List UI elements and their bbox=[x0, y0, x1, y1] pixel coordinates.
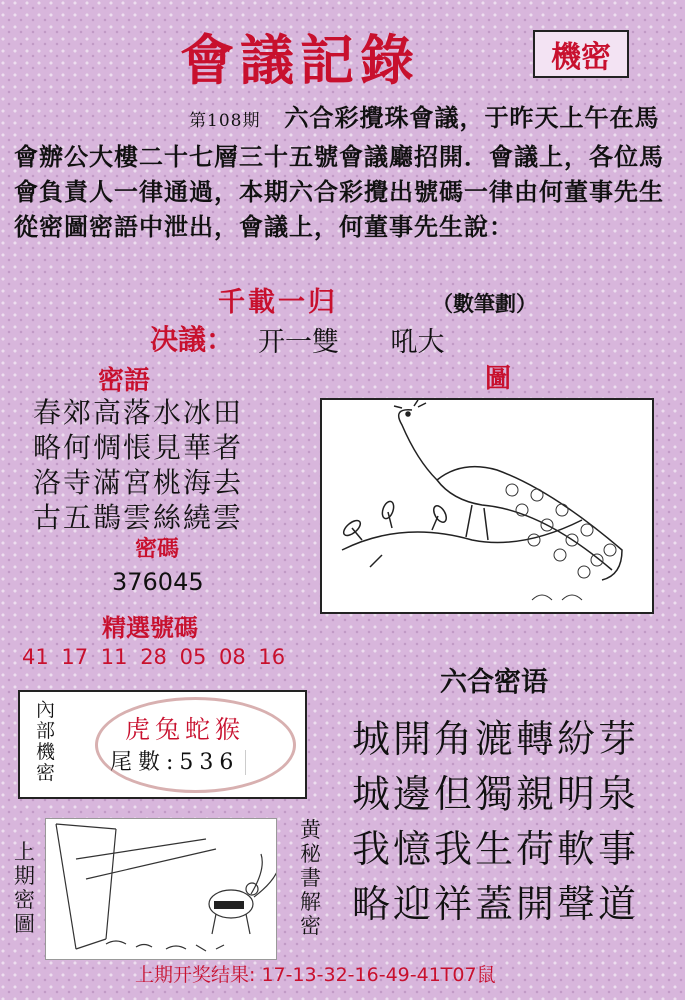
peacock-icon bbox=[322, 400, 652, 612]
peacock-illustration bbox=[320, 398, 654, 614]
mima-value: 376045 bbox=[112, 568, 204, 596]
miyu-row: 春郊高落水冰田 bbox=[33, 396, 244, 429]
miyu-heading: 密語 bbox=[98, 366, 151, 396]
decision-label: 决議： bbox=[150, 323, 235, 356]
donkey-icon bbox=[46, 819, 276, 959]
mima-heading: 密碼 bbox=[135, 536, 180, 562]
picture-heading: 圖 bbox=[485, 364, 512, 394]
strokes-note: （數筆劃） bbox=[432, 291, 537, 316]
liuhe-line: 略迎祥蓋開聲道 bbox=[352, 882, 640, 926]
zodiac-text: 虎兔蛇猴 bbox=[125, 715, 246, 744]
paragraph-text: 六合彩攪珠會議，于昨天上午在馬會辦公大樓二十七層三十五號會議廳招開．會議上，各位馬會負責人一律通過，本期六合彩攪出號碼一律由何董事先生從密圖密語中泄出，會議上，何董事先生說： bbox=[14, 103, 664, 241]
jingxuan-numbers: 41 17 11 28 05 08 16 bbox=[22, 645, 286, 669]
last-draw-result: 上期开奖结果: 17-13-32-16-49-41T07鼠 bbox=[135, 964, 496, 986]
liuhe-line: 城開角漉轉紛芽 bbox=[352, 717, 640, 761]
miyu-row: 古五鵲雲絲繞雲 bbox=[33, 501, 244, 534]
meeting-paragraph bbox=[14, 100, 674, 244]
liuhe-line: 城邊但獨親明泉 bbox=[352, 772, 640, 816]
issue-number: 第108期 bbox=[189, 111, 261, 131]
liuhe-lines bbox=[352, 712, 639, 932]
secret-badge: 機密 bbox=[533, 30, 629, 78]
jingxuan-heading: 精選號碼 bbox=[102, 613, 198, 642]
liuhe-line: 我憶我生荷軟事 bbox=[352, 827, 640, 871]
inner-secret-label: 內部機密 bbox=[36, 699, 56, 784]
hint-phrase: 千載一归 bbox=[218, 287, 338, 318]
miyu-grid bbox=[33, 395, 243, 535]
tail-label: 尾數: bbox=[110, 750, 180, 775]
prev-picture-label: 上期密圖 bbox=[14, 840, 35, 936]
miyu-row: 洛寺滿宮桃海去 bbox=[33, 466, 244, 499]
liuhe-heading: 六合密语 bbox=[440, 667, 548, 698]
decision-text: 开一雙 吼大 bbox=[258, 327, 445, 358]
prev-picture bbox=[45, 818, 277, 960]
tail-digits: 536 bbox=[179, 750, 246, 775]
miyu-row: 略何惆悵見華者 bbox=[33, 431, 244, 464]
huang-secretary-label: 黄秘書解密 bbox=[300, 818, 321, 938]
page-title: 會議記錄 bbox=[180, 28, 420, 92]
tail-numbers bbox=[110, 745, 246, 776]
